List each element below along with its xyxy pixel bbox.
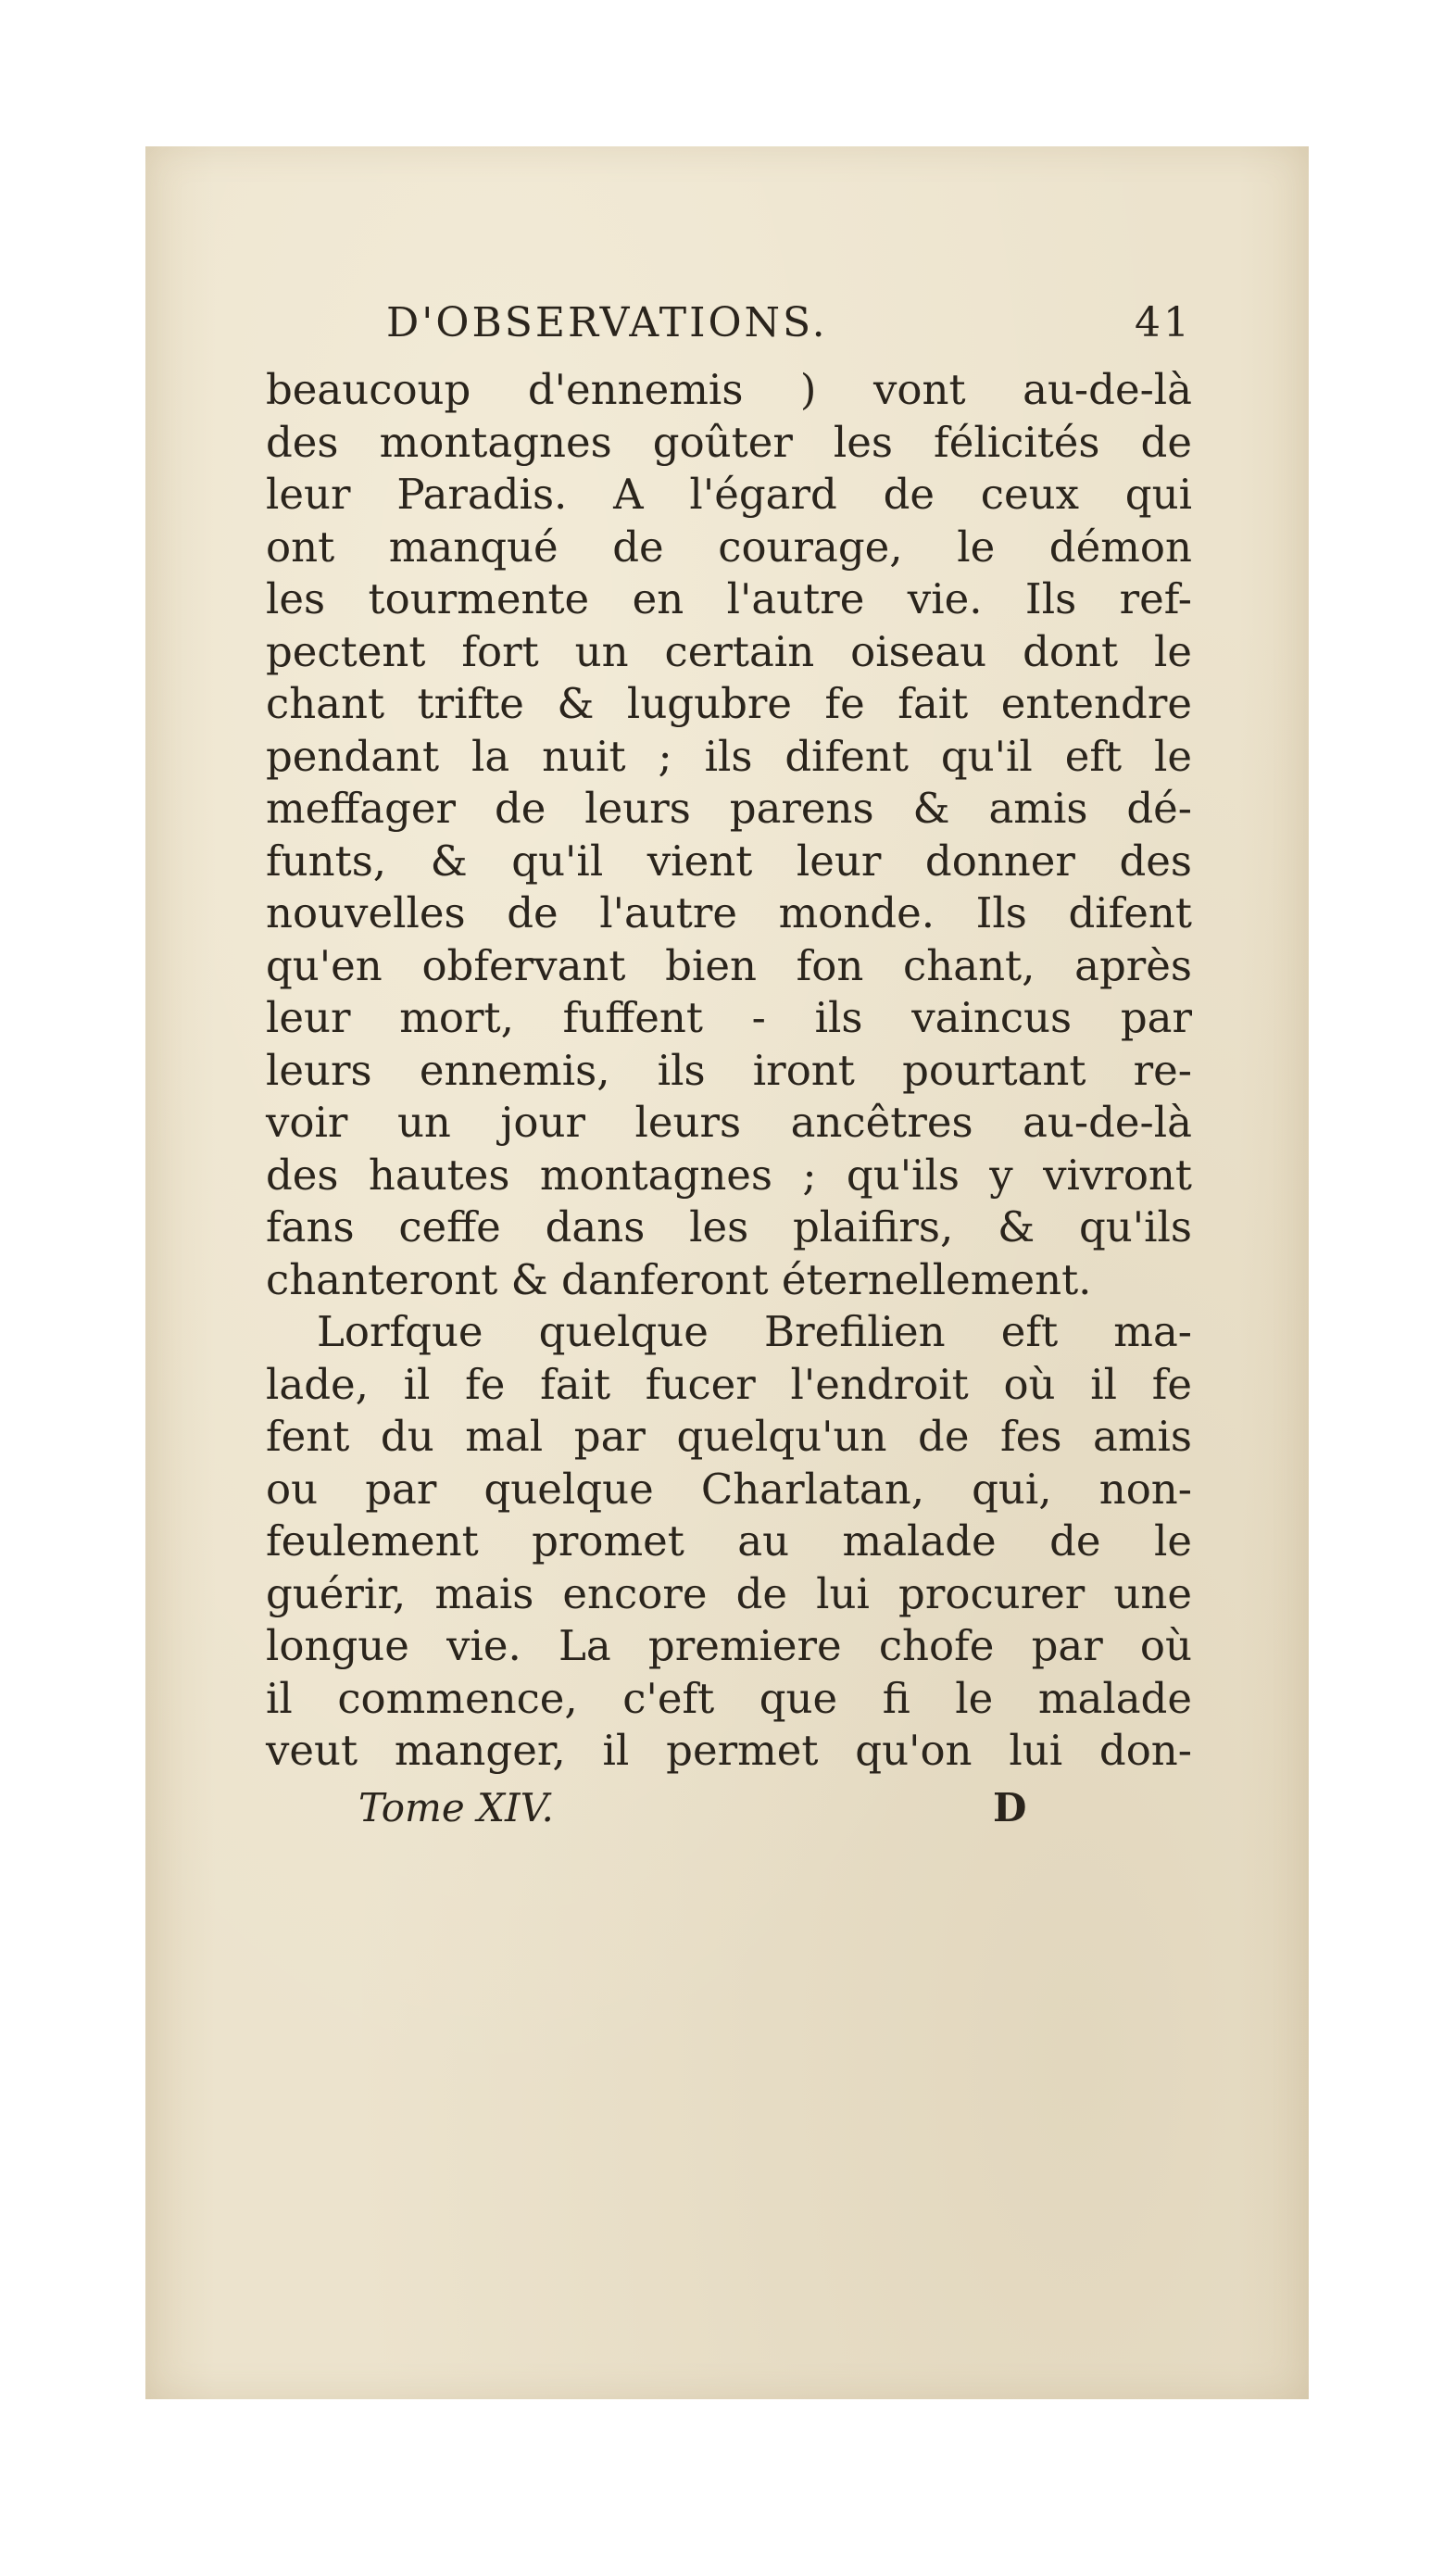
text-line: chant trifte & lugubre fe fait entendre [266, 679, 1192, 728]
text-line: feulement promet au malade de le [266, 1516, 1192, 1566]
text-line: les tourmente en l'autre vie. Ils ref- [266, 574, 1192, 623]
text-line: funts, & qu'il vient leur donner des [266, 836, 1192, 886]
text-line: il commence, c'eft que fi le malade [266, 1673, 1192, 1723]
running-head [266, 299, 1192, 364]
text-line: pendant la nuit ; ils difent qu'il eft le [266, 731, 1192, 781]
text-line: qu'en obfervant bien fon chant, après [266, 940, 1192, 990]
text-block [266, 299, 1192, 1841]
signature-mark: D [993, 1784, 1027, 1830]
page-number: 41 [1135, 299, 1192, 346]
text-line: pectent fort un certain oiseau dont le [266, 626, 1192, 676]
text-line: veut manger, il permet qu'on lui don- [266, 1726, 1192, 1775]
text-line: leurs ennemis, ils iront pourtant re- [266, 1045, 1192, 1095]
text-line: des hautes montagnes ; qu'ils y vivront [266, 1150, 1192, 1200]
text-line: voir un jour leurs ancêtres au-de-là [266, 1098, 1192, 1147]
paragraph-start-line: Lorfque quelque Brefilien eft ma- [317, 1307, 1192, 1356]
text-line: meffager de leurs parens & amis dé- [266, 784, 1192, 833]
text-line: leur mort, fuffent - ils vaincus par [266, 993, 1192, 1042]
text-line: chanteront & danferont éternellement. [266, 1254, 1092, 1304]
text-line: fent du mal par quelqu'un de fes amis [266, 1412, 1192, 1461]
page-footer [266, 1785, 1192, 1841]
text-line: des montagnes goûter les félicités de [266, 417, 1192, 467]
text-line: leur Paradis. A l'égard de ceux qui [266, 470, 1192, 519]
text-line: longue vie. La premiere chofe par où [266, 1621, 1192, 1670]
text-line: guérir, mais encore de lui procurer une [266, 1568, 1192, 1618]
text-line: lade, il fe fait fucer l'endroit où il fe [266, 1359, 1192, 1409]
text-line: ont manqué de courage, le démon [266, 522, 1192, 572]
text-line: nouvelles de l'autre monde. Ils difent [266, 888, 1192, 937]
text-line: beaucoup d'ennemis ) vont au-de-là [266, 365, 1192, 414]
text-line: ou par quelque Charlatan, qui, non- [266, 1464, 1192, 1514]
text-line: fans ceffe dans les plaifirs, & qu'ils [266, 1202, 1192, 1251]
book-page [145, 146, 1309, 2399]
volume-label: Tome XIV. [358, 1784, 554, 1830]
running-head-title: D'OBSERVATIONS. [386, 299, 828, 346]
